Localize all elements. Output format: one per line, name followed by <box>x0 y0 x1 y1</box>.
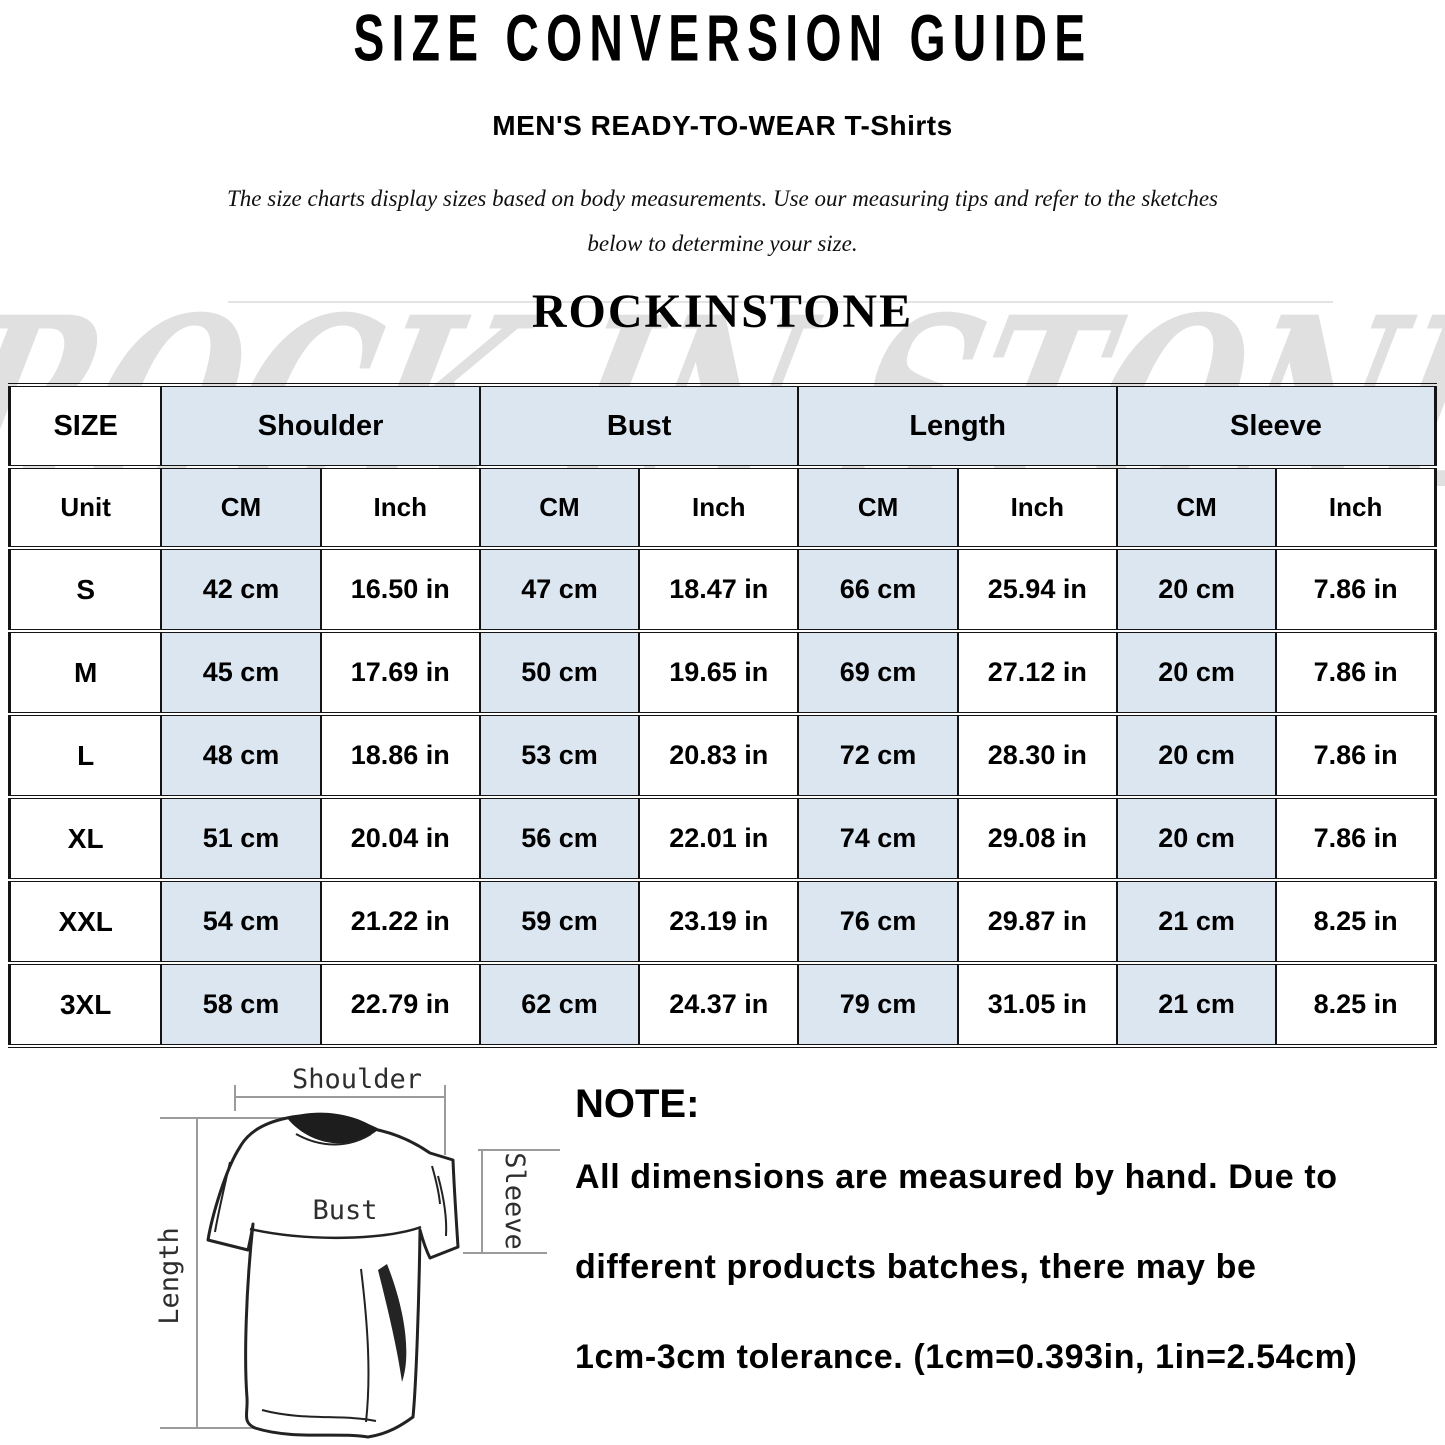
value-cell: 50 cm <box>480 631 639 714</box>
value-cell: 69 cm <box>798 631 957 714</box>
value-cell: 7.86 in <box>1276 631 1435 714</box>
brand-name: ROCKINSTONE <box>531 285 914 338</box>
value-cell: 17.69 in <box>321 631 480 714</box>
unit-cell: CM <box>161 467 320 548</box>
description-line-2: below to determine your size. <box>587 231 858 256</box>
value-cell: 21.22 in <box>321 880 480 963</box>
value-cell: 20.04 in <box>321 797 480 880</box>
value-cell: 72 cm <box>798 714 957 797</box>
value-cell: 54 cm <box>161 880 320 963</box>
value-cell: 22.79 in <box>321 963 480 1046</box>
tshirt-diagram <box>138 1064 570 1445</box>
value-cell: 7.86 in <box>1276 714 1435 797</box>
value-cell: 21 cm <box>1117 963 1276 1046</box>
value-cell: 25.94 in <box>958 548 1117 631</box>
value-cell: 22.01 in <box>639 797 798 880</box>
value-cell: 21 cm <box>1117 880 1276 963</box>
unit-cell: CM <box>1117 467 1276 548</box>
value-cell: 8.25 in <box>1276 880 1435 963</box>
value-cell: 31.05 in <box>958 963 1117 1046</box>
value-cell: 48 cm <box>161 714 320 797</box>
size-cell: S <box>10 548 162 631</box>
page-title <box>0 0 1445 76</box>
value-cell: 42 cm <box>161 548 320 631</box>
value-cell: 79 cm <box>798 963 957 1046</box>
unit-cell: Inch <box>639 467 798 548</box>
value-cell: 56 cm <box>480 797 639 880</box>
table-row-m <box>10 631 1436 714</box>
diagram-label-bust: Bust <box>312 1195 378 1226</box>
value-cell: 45 cm <box>161 631 320 714</box>
value-cell: 66 cm <box>798 548 957 631</box>
value-cell: 59 cm <box>480 880 639 963</box>
diagram-label-length: Length <box>154 1227 185 1325</box>
value-cell: 7.86 in <box>1276 548 1435 631</box>
table-row-l <box>10 714 1436 797</box>
header-cell-bust: Bust <box>480 385 799 467</box>
size-cell: XXL <box>10 880 162 963</box>
value-cell: 19.65 in <box>639 631 798 714</box>
page-title-text: SIZE CONVERSION GUIDE <box>352 1 1093 76</box>
unit-cell: CM <box>480 467 639 548</box>
value-cell: 51 cm <box>161 797 320 880</box>
size-cell: XL <box>10 797 162 880</box>
unit-label-cell: Unit <box>10 467 162 548</box>
header-cell-size: SIZE <box>10 385 162 467</box>
size-cell: M <box>10 631 162 714</box>
value-cell: 23.19 in <box>639 880 798 963</box>
header-cell-shoulder: Shoulder <box>161 385 480 467</box>
value-cell: 8.25 in <box>1276 963 1435 1046</box>
value-cell: 53 cm <box>480 714 639 797</box>
unit-cell: Inch <box>958 467 1117 548</box>
header-cell-sleeve: Sleeve <box>1117 385 1436 467</box>
value-cell: 74 cm <box>798 797 957 880</box>
tshirt-drawing <box>208 1113 458 1437</box>
value-cell: 47 cm <box>480 548 639 631</box>
size-cell: 3XL <box>10 963 162 1046</box>
unit-cell: Inch <box>321 467 480 548</box>
diagram-label-shoulder: Shoulder <box>291 1064 423 1095</box>
value-cell: 20.83 in <box>639 714 798 797</box>
value-cell: 20 cm <box>1117 631 1276 714</box>
table-row-xxl <box>10 880 1436 963</box>
page-subtitle: MEN'S READY-TO-WEAR T-Shirts <box>492 110 953 141</box>
size-cell: L <box>10 714 162 797</box>
value-cell: 20 cm <box>1117 714 1276 797</box>
note-line: 1cm-3cm tolerance. (1cm=0.393in, 1in=2.54cm) <box>575 1338 1358 1376</box>
value-cell: 18.86 in <box>321 714 480 797</box>
value-cell: 20 cm <box>1117 548 1276 631</box>
table-row-xl <box>10 797 1436 880</box>
header-cell-length: Length <box>798 385 1117 467</box>
table-group-header-row <box>10 385 1436 467</box>
table-row-s <box>10 548 1436 631</box>
table-row-3xl <box>10 963 1436 1046</box>
unit-row <box>10 467 1436 548</box>
value-cell: 29.08 in <box>958 797 1117 880</box>
value-cell: 20 cm <box>1117 797 1276 880</box>
unit-cell: CM <box>798 467 957 548</box>
value-cell: 28.30 in <box>958 714 1117 797</box>
diagram-label-sleeve: Sleeve <box>499 1152 530 1250</box>
note-heading: NOTE: <box>575 1082 700 1126</box>
note-line: All dimensions are measured by hand. Due to <box>575 1158 1338 1196</box>
size-conversion-table <box>8 383 1437 1048</box>
value-cell: 62 cm <box>480 963 639 1046</box>
description-line-1: The size charts display sizes based on body measurements. Use our measuring tips and refer to the sketches <box>226 186 1219 211</box>
note-line: different products batches, there may be <box>575 1248 1257 1286</box>
value-cell: 18.47 in <box>639 548 798 631</box>
value-cell: 27.12 in <box>958 631 1117 714</box>
value-cell: 16.50 in <box>321 548 480 631</box>
value-cell: 76 cm <box>798 880 957 963</box>
unit-cell: Inch <box>1276 467 1435 548</box>
value-cell: 24.37 in <box>639 963 798 1046</box>
value-cell: 29.87 in <box>958 880 1117 963</box>
value-cell: 7.86 in <box>1276 797 1435 880</box>
value-cell: 58 cm <box>161 963 320 1046</box>
